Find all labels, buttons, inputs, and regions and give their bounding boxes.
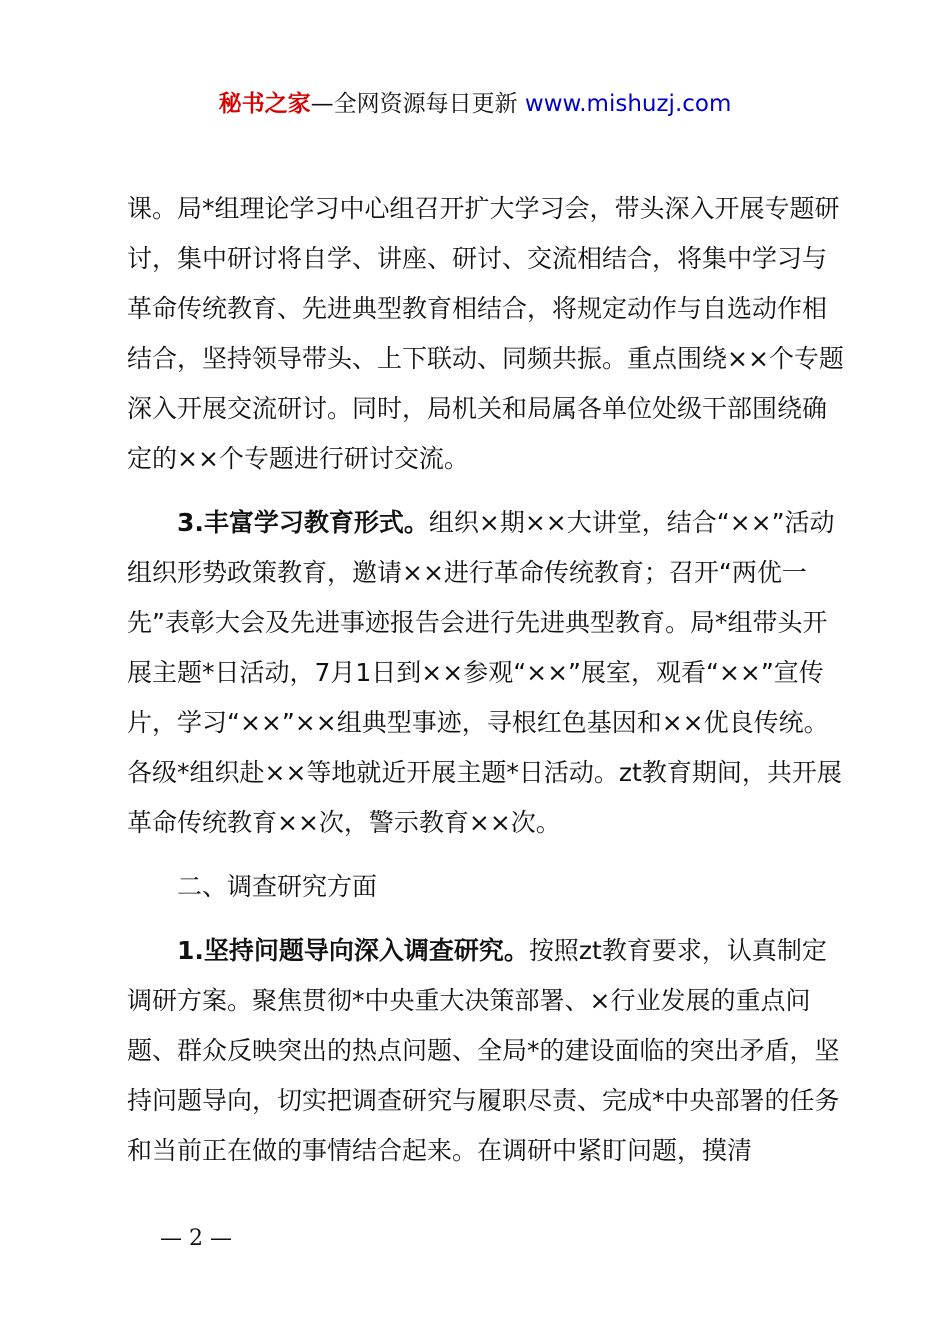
document-body [127, 184, 847, 1176]
paragraph-2-body: 组织×期××大讲堂，结合“××”活动组织形势政策教育，邀请××进行革命传统教育；召开“两优一先”表彰大会及先进事迹报告会进行先进典型教育。局*组带头开展主题*日活动，7月1日到××参观“××”展室，观看“××”宣传片，学习“××”××组典型事迹，寻根红色基因和××优良传统。各级*组织赴××等地就近开展主题*日活动。zt教育期间，共开展革命传统教育××次，警示教育××次。 [127, 508, 842, 837]
paragraph-2 [127, 498, 847, 848]
paragraph-3 [127, 926, 847, 1176]
header-tagline: —全网资源每日更新 [310, 91, 525, 117]
brand-name: 秘书之家 [218, 91, 311, 117]
paragraph-3-body: 按照zt教育要求，认真制定调研方案。聚焦贯彻*中央重大决策部署、×行业发展的重点问题、群众反映突出的热点问题、全局*的建设面临的突出矛盾，坚持问题导向，切实把调查研究与履职尽责、完成*中央部署的任务和当前正在做的事情结合起来。在调研中紧盯问题，摸清 [127, 936, 840, 1165]
paragraph-1: 课。局*组理论学习中心组召开扩大学习会，带头深入开展专题研讨，集中研讨将自学、讲座、研讨、交流相结合，将集中学习与革命传统教育、先进典型教育相结合，将规定动作与自选动作相结合，坚持领导带头、上下联动、同频共振。重点围绕××个专题深入开展交流研讨。同时，局机关和局属各单位处级干部围绕确定的××个专题进行研讨交流。 [127, 194, 844, 473]
page-number: — 2 — [160, 1226, 232, 1251]
site-url-link[interactable]: www.mishuzj.com [524, 91, 732, 117]
paragraph-3-heading: 1.坚持问题导向深入调查研究。 [177, 936, 529, 965]
site-header [0, 86, 950, 122]
paragraph-2-heading: 3.丰富学习教育形式。 [177, 508, 429, 537]
section-2-title: 二、调查研究方面 [177, 872, 378, 901]
